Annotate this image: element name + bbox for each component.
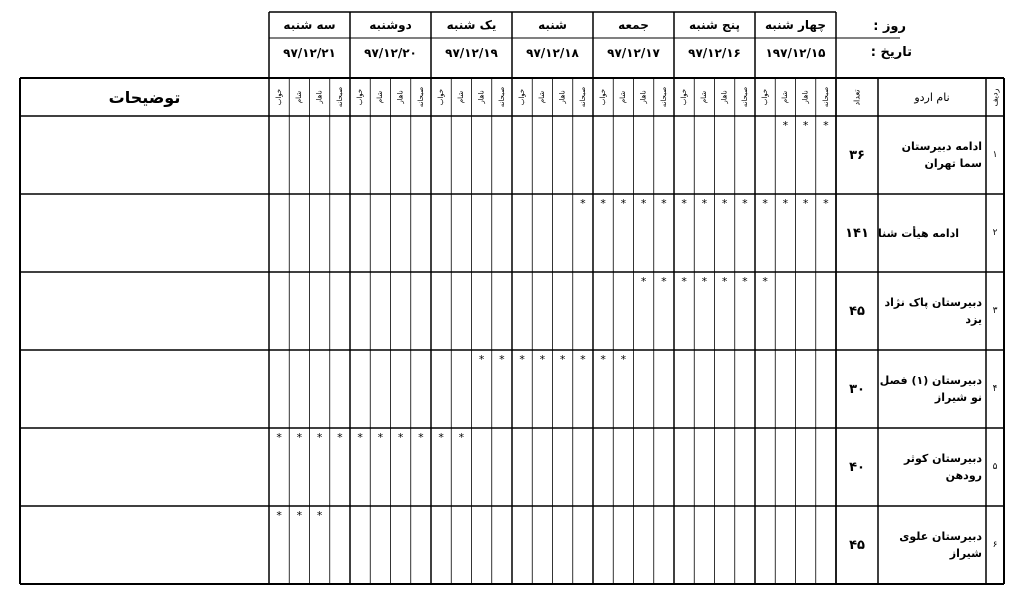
- count-header: تعداد: [852, 88, 862, 106]
- meal-mark: *: [762, 197, 768, 210]
- meal-mark: *: [357, 431, 363, 444]
- camp-name: ادامه دبیرستان سما تهران: [901, 140, 982, 170]
- day-date: ۹۷/۱۲/۱۷: [607, 46, 660, 60]
- meal-mark: *: [519, 353, 525, 366]
- day-date: ۱۹۷/۱۲/۱۵: [765, 46, 826, 60]
- meal-mark: *: [296, 509, 303, 522]
- meal-mark: *: [580, 197, 586, 210]
- meal-column-header: شام: [538, 90, 547, 104]
- row-number: ۱: [992, 150, 998, 160]
- meal-column-header: شام: [376, 90, 385, 104]
- day-name: سه شنبه: [283, 18, 336, 32]
- meal-mark: *: [721, 275, 728, 288]
- day-name: پنج شنبه: [688, 18, 741, 32]
- meal-mark: *: [701, 197, 708, 210]
- meal-column-header: صبحانه: [335, 86, 344, 108]
- meal-mark: *: [802, 197, 809, 210]
- meal-mark: *: [681, 197, 687, 210]
- meal-mark: *: [600, 197, 606, 210]
- participant-count: ۱۴۱: [845, 225, 869, 241]
- participant-count: ۳۶: [849, 147, 865, 163]
- meal-column-header: خواب: [680, 88, 689, 106]
- row-number: ۴: [992, 384, 998, 394]
- meal-mark: *: [397, 431, 404, 444]
- row-number: ۶: [992, 540, 998, 550]
- participant-count: ۴۵: [849, 303, 865, 319]
- meal-column-header: صبحانه: [659, 86, 668, 108]
- meal-mark: *: [782, 119, 789, 132]
- meal-column-header: ناهار: [315, 90, 324, 104]
- notes-cell[interactable]: [20, 116, 269, 194]
- camp-name: دبیرستان (۱) فصل نو شیراز: [879, 374, 982, 404]
- day-name: دوشنبه: [369, 18, 412, 32]
- meal-column-header: ناهار: [720, 90, 729, 104]
- meal-mark: *: [276, 509, 282, 522]
- meal-mark: *: [539, 353, 546, 366]
- row-number-header: ردیف: [990, 88, 1000, 106]
- day-label: روز :: [873, 19, 906, 34]
- day-date: ۹۷/۱۲/۲۱: [283, 46, 336, 60]
- meal-mark: *: [823, 197, 829, 210]
- day-date: ۹۷/۱۲/۱۸: [526, 46, 579, 60]
- meal-mark: *: [802, 119, 809, 132]
- participant-count: ۴۵: [849, 537, 865, 553]
- meal-mark: *: [681, 275, 687, 288]
- notes-cell[interactable]: [20, 194, 269, 272]
- notes-header: توضیحات: [108, 87, 181, 107]
- meal-column-header: شام: [700, 90, 709, 104]
- meal-column-header: شام: [781, 90, 790, 104]
- camp-name-header: نام اردو: [914, 90, 950, 104]
- meal-column-header: شام: [457, 90, 466, 104]
- meal-mark: *: [762, 275, 768, 288]
- meal-mark: *: [337, 431, 343, 444]
- date-label: تاریخ :: [870, 45, 912, 60]
- meal-column-header: ناهار: [477, 90, 486, 104]
- meal-column-header: خواب: [437, 88, 446, 106]
- meal-mark: *: [559, 353, 566, 366]
- meal-mark: *: [458, 431, 465, 444]
- meal-column-header: شام: [295, 90, 304, 104]
- meal-mark: *: [478, 353, 485, 366]
- camp-name: دبیرستان علوی شیراز: [899, 530, 982, 560]
- notes-cell[interactable]: [20, 350, 269, 428]
- meal-column-header: صبحانه: [578, 86, 587, 108]
- camp-name: دبیرستان پاک نژاد یزد: [884, 296, 982, 326]
- participant-count: ۴۰: [849, 459, 865, 475]
- meal-column-header: خواب: [356, 88, 365, 106]
- meal-column-header: صبحانه: [497, 86, 506, 108]
- day-name: یک شنبه: [446, 18, 497, 32]
- meal-mark: *: [499, 353, 505, 366]
- meal-column-header: ناهار: [396, 90, 405, 104]
- meal-mark: *: [296, 431, 303, 444]
- meal-mark: *: [438, 431, 444, 444]
- notes-cell[interactable]: [20, 272, 269, 350]
- meal-column-header: شام: [619, 90, 628, 104]
- meal-mark: *: [620, 197, 627, 210]
- meal-mark: *: [742, 197, 748, 210]
- camp-name: ادامه هیأت شنا: [878, 226, 960, 240]
- day-name: چهار شنبه: [764, 18, 827, 32]
- meal-mark: *: [640, 197, 647, 210]
- meal-mark: *: [377, 431, 384, 444]
- meal-column-header: خواب: [761, 88, 770, 106]
- meal-mark: *: [276, 431, 282, 444]
- meal-mark: *: [661, 197, 667, 210]
- row-number: ۲: [992, 228, 998, 238]
- row-number: ۳: [992, 306, 998, 316]
- meal-column-header: خواب: [599, 88, 608, 106]
- meal-mark: *: [640, 275, 647, 288]
- meal-mark: *: [721, 197, 728, 210]
- meal-column-header: ناهار: [639, 90, 648, 104]
- meal-mark: *: [742, 275, 748, 288]
- meal-mark: *: [701, 275, 708, 288]
- day-name: جمعه: [618, 18, 649, 32]
- meal-column-header: خواب: [518, 88, 527, 106]
- day-date: ۹۷/۱۲/۲۰: [364, 46, 417, 60]
- meal-column-header: صبحانه: [416, 86, 425, 108]
- meal-mark: *: [418, 431, 424, 444]
- notes-cell[interactable]: [20, 506, 269, 584]
- row-number: ۵: [992, 462, 998, 472]
- meal-mark: *: [580, 353, 586, 366]
- meal-mark: *: [600, 353, 606, 366]
- meal-mark: *: [620, 353, 627, 366]
- meal-column-header: صبحانه: [821, 86, 830, 108]
- day-name: شنبه: [538, 18, 567, 32]
- meal-column-header: ناهار: [801, 90, 810, 104]
- meal-column-header: خواب: [275, 88, 284, 106]
- meal-mark: *: [316, 431, 323, 444]
- meal-column-header: صبحانه: [740, 86, 749, 108]
- day-date: ۹۷/۱۲/۱۶: [688, 46, 741, 60]
- meal-mark: *: [823, 119, 829, 132]
- camp-name: دبیرستان کوثر رودهن: [903, 452, 982, 482]
- day-date: ۹۷/۱۲/۱۹: [445, 46, 498, 60]
- meal-mark: *: [661, 275, 667, 288]
- meal-mark: *: [782, 197, 789, 210]
- meal-column-header: ناهار: [558, 90, 567, 104]
- meal-mark: *: [316, 509, 323, 522]
- notes-cell[interactable]: [20, 428, 269, 506]
- participant-count: ۳۰: [849, 381, 865, 397]
